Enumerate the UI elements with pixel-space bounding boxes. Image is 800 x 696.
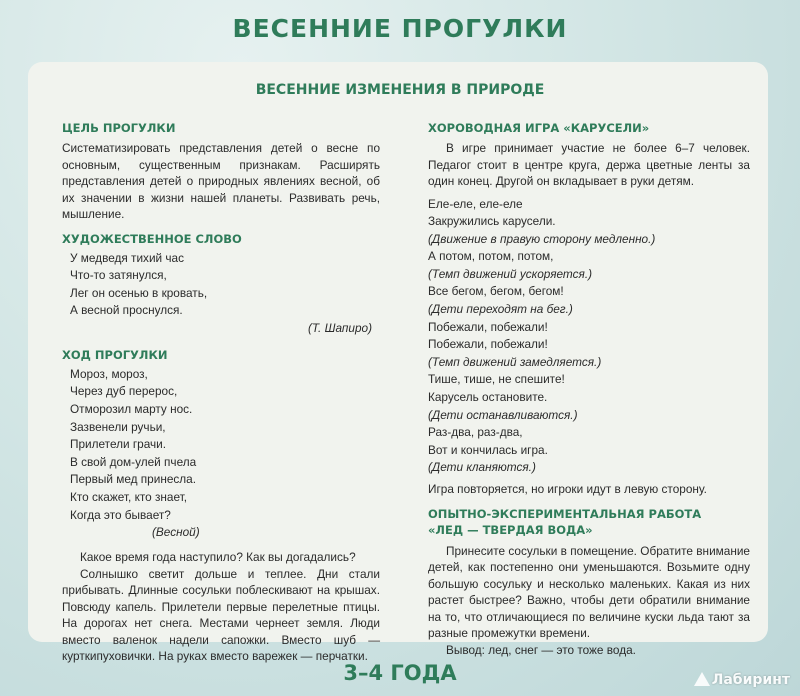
poem-line: Лег он осенью в кровать, — [70, 285, 208, 300]
game-intro: В игре принимает участие не более 6–7 человек. Педагог стоит в центре круга, держа цветные ленты за один конец. Другой он вкладывает в руки детям. — [428, 141, 750, 188]
poem-line: Что-то затянулся, — [70, 268, 167, 283]
labyrinth-logo-icon — [694, 672, 710, 686]
watermark-text: Лабиринт — [711, 672, 790, 688]
song-direction: (Дети кланяются.) — [428, 460, 536, 475]
left-column — [62, 120, 380, 665]
song-line: Тише, тише, не спешите! — [428, 372, 565, 387]
right-column — [428, 120, 750, 658]
poem-line: Кто скажет, кто знает, — [70, 490, 188, 505]
experiment-heading: ОПЫТНО-ЭКСПЕРИМЕНТАЛЬНАЯ РАБОТА — [428, 506, 702, 521]
song-line: Закружились карусели. — [428, 214, 556, 229]
walk-heading: ХОД ПРОГУЛКИ — [62, 347, 168, 362]
game-song — [428, 196, 750, 478]
experiment-subheading: «ЛЕД — ТВЕРДАЯ ВОДА» — [428, 522, 593, 537]
art-heading: ХУДОЖЕСТВЕННОЕ СЛОВО — [62, 231, 242, 246]
song-direction: (Дети останавливаются.) — [428, 407, 578, 422]
poem-line: В свой дом-улей пчела — [70, 454, 197, 469]
song-line: Карусель остановите. — [428, 390, 548, 405]
riddle-answer: (Весной) — [152, 525, 200, 540]
question-text: Какое время года наступило? Как вы догадались? — [80, 550, 356, 565]
poem-bear — [62, 250, 380, 320]
poem-line: Когда это бывает? — [70, 507, 171, 522]
goal-text: Систематизировать представления детей о весне по основным, существенным признакам. Расширять представления детей о природных явлениях весной, об их значении в жизни нашей планеты. Развивать речь, мышление. — [62, 141, 380, 221]
poem-line: У медведя тихий час — [70, 250, 185, 265]
song-line: Еле-еле, еле-еле — [428, 196, 523, 211]
game-heading: ХОРОВОДНАЯ ИГРА «КАРУСЕЛИ» — [428, 121, 650, 135]
poem-line: Мороз, мороз, — [70, 366, 148, 381]
poem-line: Через дуб перерос, — [70, 384, 178, 399]
goal-heading: ЦЕЛЬ ПРОГУЛКИ — [62, 121, 176, 135]
poem-line: Зазвенели ручьи, — [70, 419, 166, 434]
watermark — [694, 672, 790, 688]
poem-riddle — [62, 366, 380, 524]
age-footer: 3–4 ГОДА — [343, 661, 457, 685]
song-direction: (Темп движений ускоряется.) — [428, 266, 593, 281]
song-line: А потом, потом, потом, — [428, 249, 554, 264]
conclusion-text: Вывод: лед, снег — это тоже вода. — [446, 642, 636, 657]
game-outro: Игра повторяется, но игроки идут в левую сторону. — [428, 482, 707, 496]
answer-text: Солнышко светит дольше и теплее. Дни стали прибывать. Длинные сосульки поблескивают на крышах. Повсюду капель. Прилетели первые перелетные птицы. На дорогах нет снега. Местами чернеет земля. Люди вместо валенок надели сапожки. Вместо шуб — курткипуховички. На руках вместо варежек — перчатки. — [62, 566, 380, 664]
poem-line: Отморозил марту нос. — [70, 402, 193, 417]
song-direction: (Движение в правую сторону медленно.) — [428, 231, 656, 246]
poem-line: А весной проснулся. — [70, 303, 183, 318]
poem-line: Первый мед принесла. — [70, 472, 197, 487]
song-direction: (Дети переходят на бег.) — [428, 302, 573, 317]
poem-author: (Т. Шапиро) — [307, 320, 372, 335]
song-line: Вот и кончилась игра. — [428, 442, 548, 457]
page-title: ВЕСЕННИЕ ПРОГУЛКИ — [232, 14, 568, 43]
song-line: Все бегом, бегом, бегом! — [428, 284, 564, 299]
song-line: Побежали, побежали! — [428, 319, 548, 334]
song-line: Раз-два, раз-два, — [428, 425, 523, 440]
experiment-text: Принесите сосульки в помещение. Обратите внимание детей, как постепенно они уменьшаются. Возьмите одну большую сосульку и несколько маленьких. Какая из них растет быстрее? Важно, чтобы дети обратили внимание на то, что отличающиеся по величине куски льда тают за разные промежутки времени. — [428, 543, 750, 640]
poem-line: Прилетели грачи. — [70, 437, 167, 452]
song-line: Побежали, побежали! — [428, 337, 548, 352]
song-direction: (Темп движений замедляется.) — [428, 354, 602, 369]
card-title: ВЕСЕННИЕ ИЗМЕНЕНИЯ В ПРИРОДЕ — [255, 82, 545, 98]
